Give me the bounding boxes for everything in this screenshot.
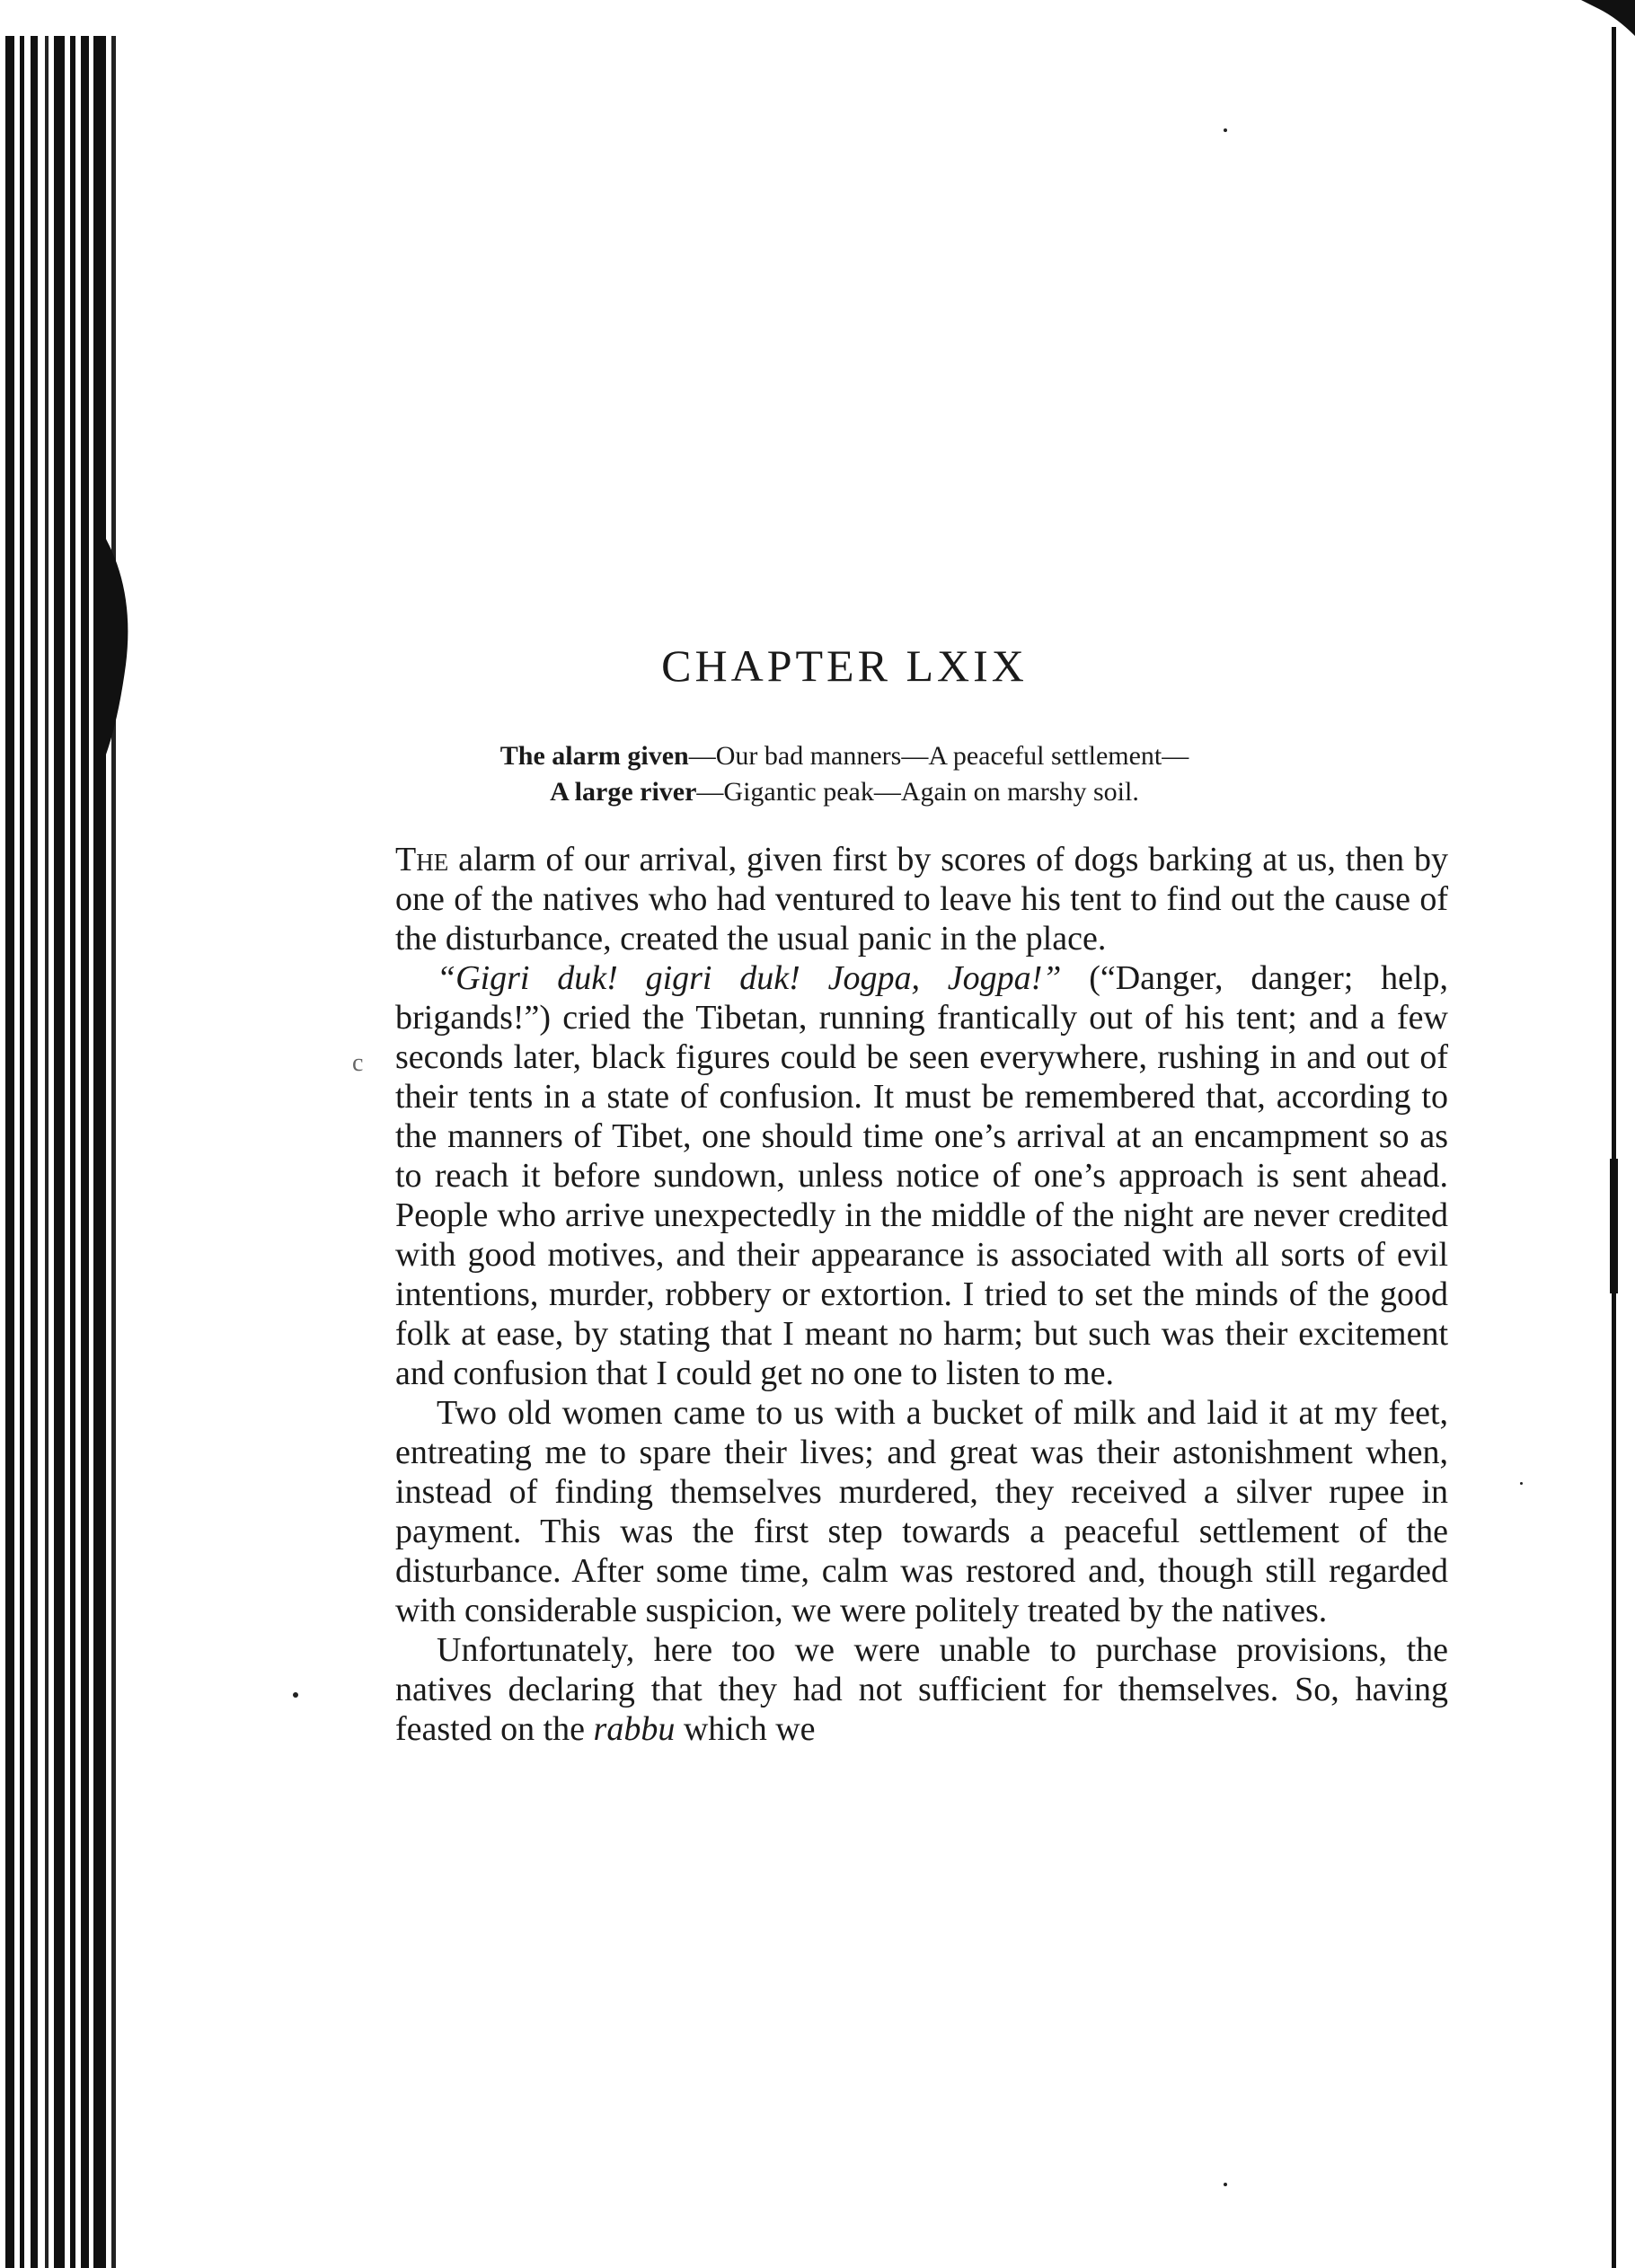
rabbu-word: rabbu [593, 1710, 676, 1748]
scan-speck [293, 1692, 298, 1698]
paragraph-4 [395, 1630, 1448, 1749]
chapter-title: CHAPTER LXIX [661, 640, 1028, 691]
scan-speck [1520, 1482, 1523, 1485]
scan-speck [1224, 128, 1227, 132]
page-edge-right [1581, 0, 1635, 2268]
synopsis-line-2 [395, 774, 1294, 810]
binding-gutter [0, 36, 135, 2268]
paragraph-3-text: Two old women came to us with a bucket of milk and laid it at my feet, entreating me to spare their lives; and great was their astonishment when, instead of finding themselves murdered, they received a silver rupee in payment. This was the first step towards a peaceful settlement of the disturbance. After some time, calm was restored and, though still regarded with considerable suspicion, we were politely treated by the natives. [395, 1394, 1448, 1629]
paragraph-3 [395, 1393, 1448, 1630]
paragraph-1 [395, 840, 1448, 958]
chapter-synopsis [395, 738, 1294, 810]
chapter-body [395, 840, 1448, 1749]
drop-word: The [395, 841, 449, 878]
synopsis-lead-2: A large river [550, 777, 697, 807]
tibetan-cry: “Gigri duk! gigri duk! Jogpa, Jogpa!” [437, 959, 1062, 997]
synopsis-rest-1: —Our bad manners—A peaceful settlement— [688, 741, 1189, 771]
margin-mark: c [352, 1049, 364, 1077]
paragraph-2 [395, 958, 1448, 1393]
synopsis-rest-2: —Gigantic peak—Again on marshy soil. [696, 777, 1139, 807]
paragraph-4-text-end: which we [675, 1710, 816, 1748]
scan-speck [1224, 2183, 1227, 2186]
synopsis-line-1 [395, 738, 1294, 774]
paragraph-4-text-start: Unfortunately, here too we were unable to purchase provisions, the natives declaring that they had not sufficient for themselves. So, having feasted on the [395, 1631, 1448, 1748]
synopsis-lead-1: The alarm given [499, 741, 689, 771]
paragraph-2-text: (“Danger, danger; help, brigands!”) cried the Tibetan, running frantically out of his tent; and a few seconds later, black figures could be seen everywhere, rushing in and out of their tents in a state of confusion. It must be remembered that, according to the manners of Tibet, one should time one’s arrival at an encampment so as to reach it before sundown, unless notice of one’s approach is sent ahead. People who arrive unexpectedly in the middle of the night are never credited with good motives, and their appearance is associated with all sorts of evil intentions, murder, robbery or extortion. I tried to set the minds of the good folk at ease, by stating that I meant no harm; but such was their excitement and confusion that I could get no one to listen to me. [395, 959, 1448, 1392]
paragraph-1-text: alarm of our arrival, given first by scores of dogs barking at us, then by one of the natives who had ventured to leave his tent to find out the cause of the disturbance, created the usual panic in the place. [395, 841, 1448, 958]
